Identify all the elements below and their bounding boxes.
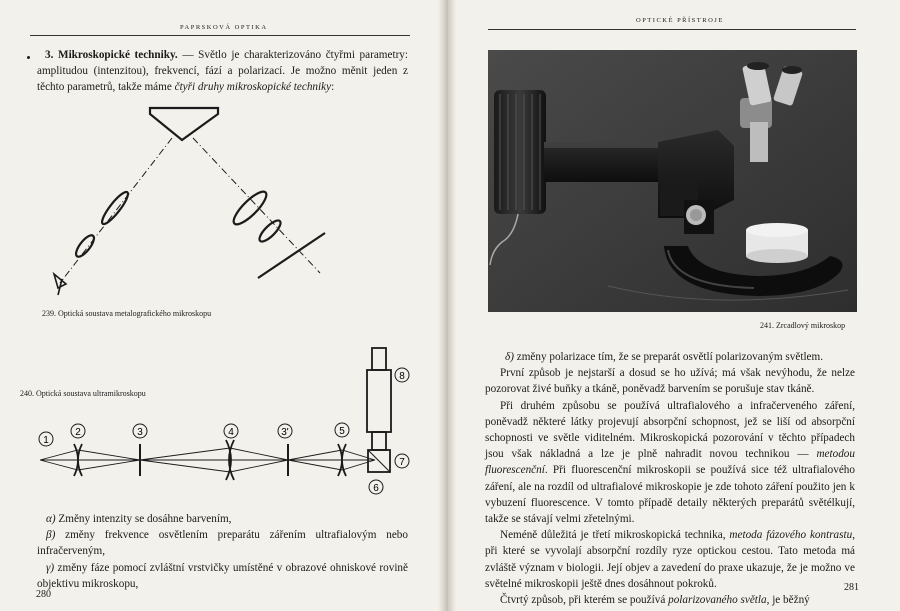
section-paragraph: 3. Mikroskopické techniky. — Světlo je charakterizováno čtyřmi parametry: amplitudou (intenzitou), frekvencí, fází a polarizací. Je možno měnit jeden z těchto parametrů, takže máme čtyři druhy mikroskopické techniky: <box>37 49 408 94</box>
fig239-axis-left <box>60 138 172 283</box>
svg-text:8: 8 <box>399 371 405 382</box>
figure-241-mirror-microscope-photo <box>488 50 857 312</box>
left-head-rule <box>30 35 410 36</box>
fig240-tube <box>367 370 391 432</box>
svg-text:6: 6 <box>373 483 379 494</box>
svg-text:3': 3' <box>281 427 289 438</box>
left-page-number: 280 <box>36 589 51 600</box>
right-head-rule <box>488 29 856 30</box>
fig240-label <box>395 368 409 382</box>
fig240-label <box>133 424 147 438</box>
fig241-caption: 241. Zrcadlový mikroskop <box>760 321 846 330</box>
svg-text:4: 4 <box>228 427 234 438</box>
fig240-label <box>224 424 238 438</box>
paragraph-second-method: Při druhém způsobu se používá ultrafialového a infračerveného záření, poněvadž některé látky projevují absorpční schopnost, jež se liší od absorpční schopnosti ve světle viditelném. Mikroskopická pozorování v těchto případech jsou však nákladná a lze je plně nahradit novou technikou — metodou fluorescenční. Při fluorescenční mikroskopii se používá sice též ultrafialového záření, ale na rozdíl od ultrafialové mikroskopie je zde tohoto záření použito jen k vybuzení fluorescence. V tomto případě detaily některých preparátů světélkují, takže se stávají velmi zřetelnými. <box>485 399 855 526</box>
fig239-lens <box>99 189 132 227</box>
right-page-number: 281 <box>844 582 859 593</box>
figure-240-ultramicroscope-optics <box>30 340 420 500</box>
list-item: β) změny frekvence osvětlením preparátu zářením ultrafialovým nebo infračerveným, <box>37 529 408 558</box>
fig240-label <box>39 432 53 446</box>
technique-list <box>37 511 408 592</box>
svg-text:2: 2 <box>75 427 81 438</box>
fig240-label <box>369 480 383 494</box>
fig240-caption: 240. Optická soustava ultramikroskopu <box>20 389 146 398</box>
fig240-label <box>395 454 409 468</box>
fig239-lens <box>257 218 284 245</box>
right-running-head: OPTICKÉ PŘÍSTROJE <box>636 17 724 24</box>
left-running-head: PAPRSKOVÁ OPTIKA <box>180 24 268 31</box>
svg-text:3: 3 <box>137 427 143 438</box>
list-item: γ) změny fáze pomocí zvláštní vrstvičky umístěné v obrazové ohniskové rovině objektivu mikroskopu, <box>37 561 408 590</box>
fig239-axis-right <box>193 138 320 273</box>
svg-text:5: 5 <box>339 426 345 437</box>
fig240-objective <box>372 432 386 450</box>
book-gutter <box>438 0 456 611</box>
fig240-label <box>278 424 292 438</box>
fig239-prism <box>150 108 218 140</box>
section-heading: 3. Mikroskopické techniky. <box>45 49 178 61</box>
section-text: Světlo je charakterizováno čtyřmi parametry: amplitudou (intenzitou), frekvencí, fází a polarizací. Je možno měnit jeden z těchto parametrů, takže máme <box>37 49 408 94</box>
figure-239-metallographic-optics <box>20 98 420 308</box>
paragraph-third-method: Neméně důležitá je třetí mikroskopická technika, metoda fázového kontrastu, při které se vyvolají absorpční rozdíly ryze optickou cestou. Tato metoda má zvláště význam v biologii. Její objev a zavedení do praxe ukazuje, že je možno ve světelné mikroskopii ještě dnes dosáhnout pokroků. <box>485 529 856 590</box>
section-italic: čtyři druhy mikroskopické techniky <box>174 81 332 94</box>
fig239-eye <box>54 274 66 295</box>
fig239-caption: 239. Optická soustava metalografického mikroskopu <box>42 309 212 318</box>
fig240-label <box>71 424 85 438</box>
list-item: α) Změny intenzity se dosáhne barvením, <box>46 513 232 525</box>
paragraph-first-method: První způsob je nejstarší a dosud se ho užívá; má však nevýhodu, že nelze pozorovat živé buňky a tkáně, poněvadž barvením se porušuje stav tkáně. <box>485 367 855 396</box>
paragraph-fourth-method: Čtvrtý způsob, při kterém se používá polarizovaného světla, je běžný <box>500 594 810 607</box>
fig239-lens <box>229 187 270 228</box>
svg-text:1: 1 <box>43 435 49 446</box>
fig240-beam <box>40 448 375 460</box>
svg-text:7: 7 <box>399 457 405 468</box>
margin-dot <box>27 56 30 59</box>
fig240-label <box>335 423 349 437</box>
right-body-text <box>485 349 855 608</box>
fig239-lens <box>73 233 97 260</box>
paragraph-delta: δ) změny polarizace tím, že se preparát osvětlí polarizovaným světlem. <box>505 351 824 363</box>
fig240-eyepiece <box>372 348 386 370</box>
